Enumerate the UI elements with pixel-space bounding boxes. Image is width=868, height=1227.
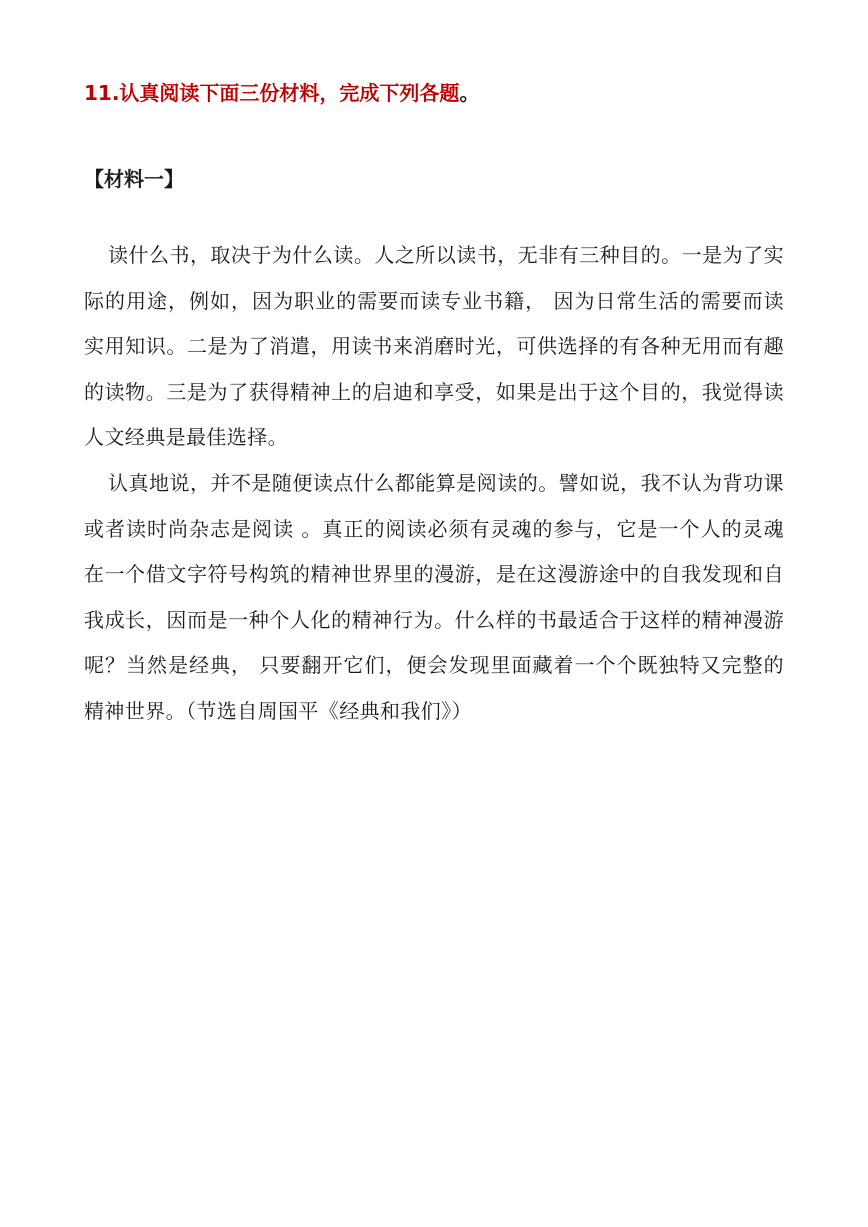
- question-title-text: 11.认真阅读下面三份材料，完成下列各题: [84, 81, 460, 105]
- question-title: [84, 78, 784, 108]
- question-title-period: 。: [459, 81, 480, 105]
- material-one-heading: 【材料一】: [84, 167, 184, 191]
- material-one-body: [84, 233, 784, 735]
- material-one-paragraph-1: 读什么书，取决于为什么读。人之所以读书，无非有三种目的。一是为了实际的用途，例如，因为职业的需要而读专业书籍， 因为日常生活的需要而读实用知识。二是为了消遣，用读书来消磨时光，可供选择的有各种无用而有趣的读物。三是为了获得精神上的启迪和享受，如果是出于这个目的，我觉得读人文经典是最佳选择。: [84, 243, 784, 450]
- material-one-paragraph-2: 认真地说，并不是随便读点什么都能算是阅读的。譬如说，我不认为背功课或者读时尚杂志是阅读 。真正的阅读必须有灵魂的参与，它是一个人的灵魂在一个借文字符号构筑的精神世界里的漫游，是在这漫游途中的自我发现和自我成长，因而是一种个人化的精神行为。什么样的书最适合于这样的精神漫游呢？当然是经典， 只要翻开它们，便会发现里面藏着一个个既独特又完整的精神世界。（节选自周国平《经典和我们》）: [84, 470, 784, 723]
